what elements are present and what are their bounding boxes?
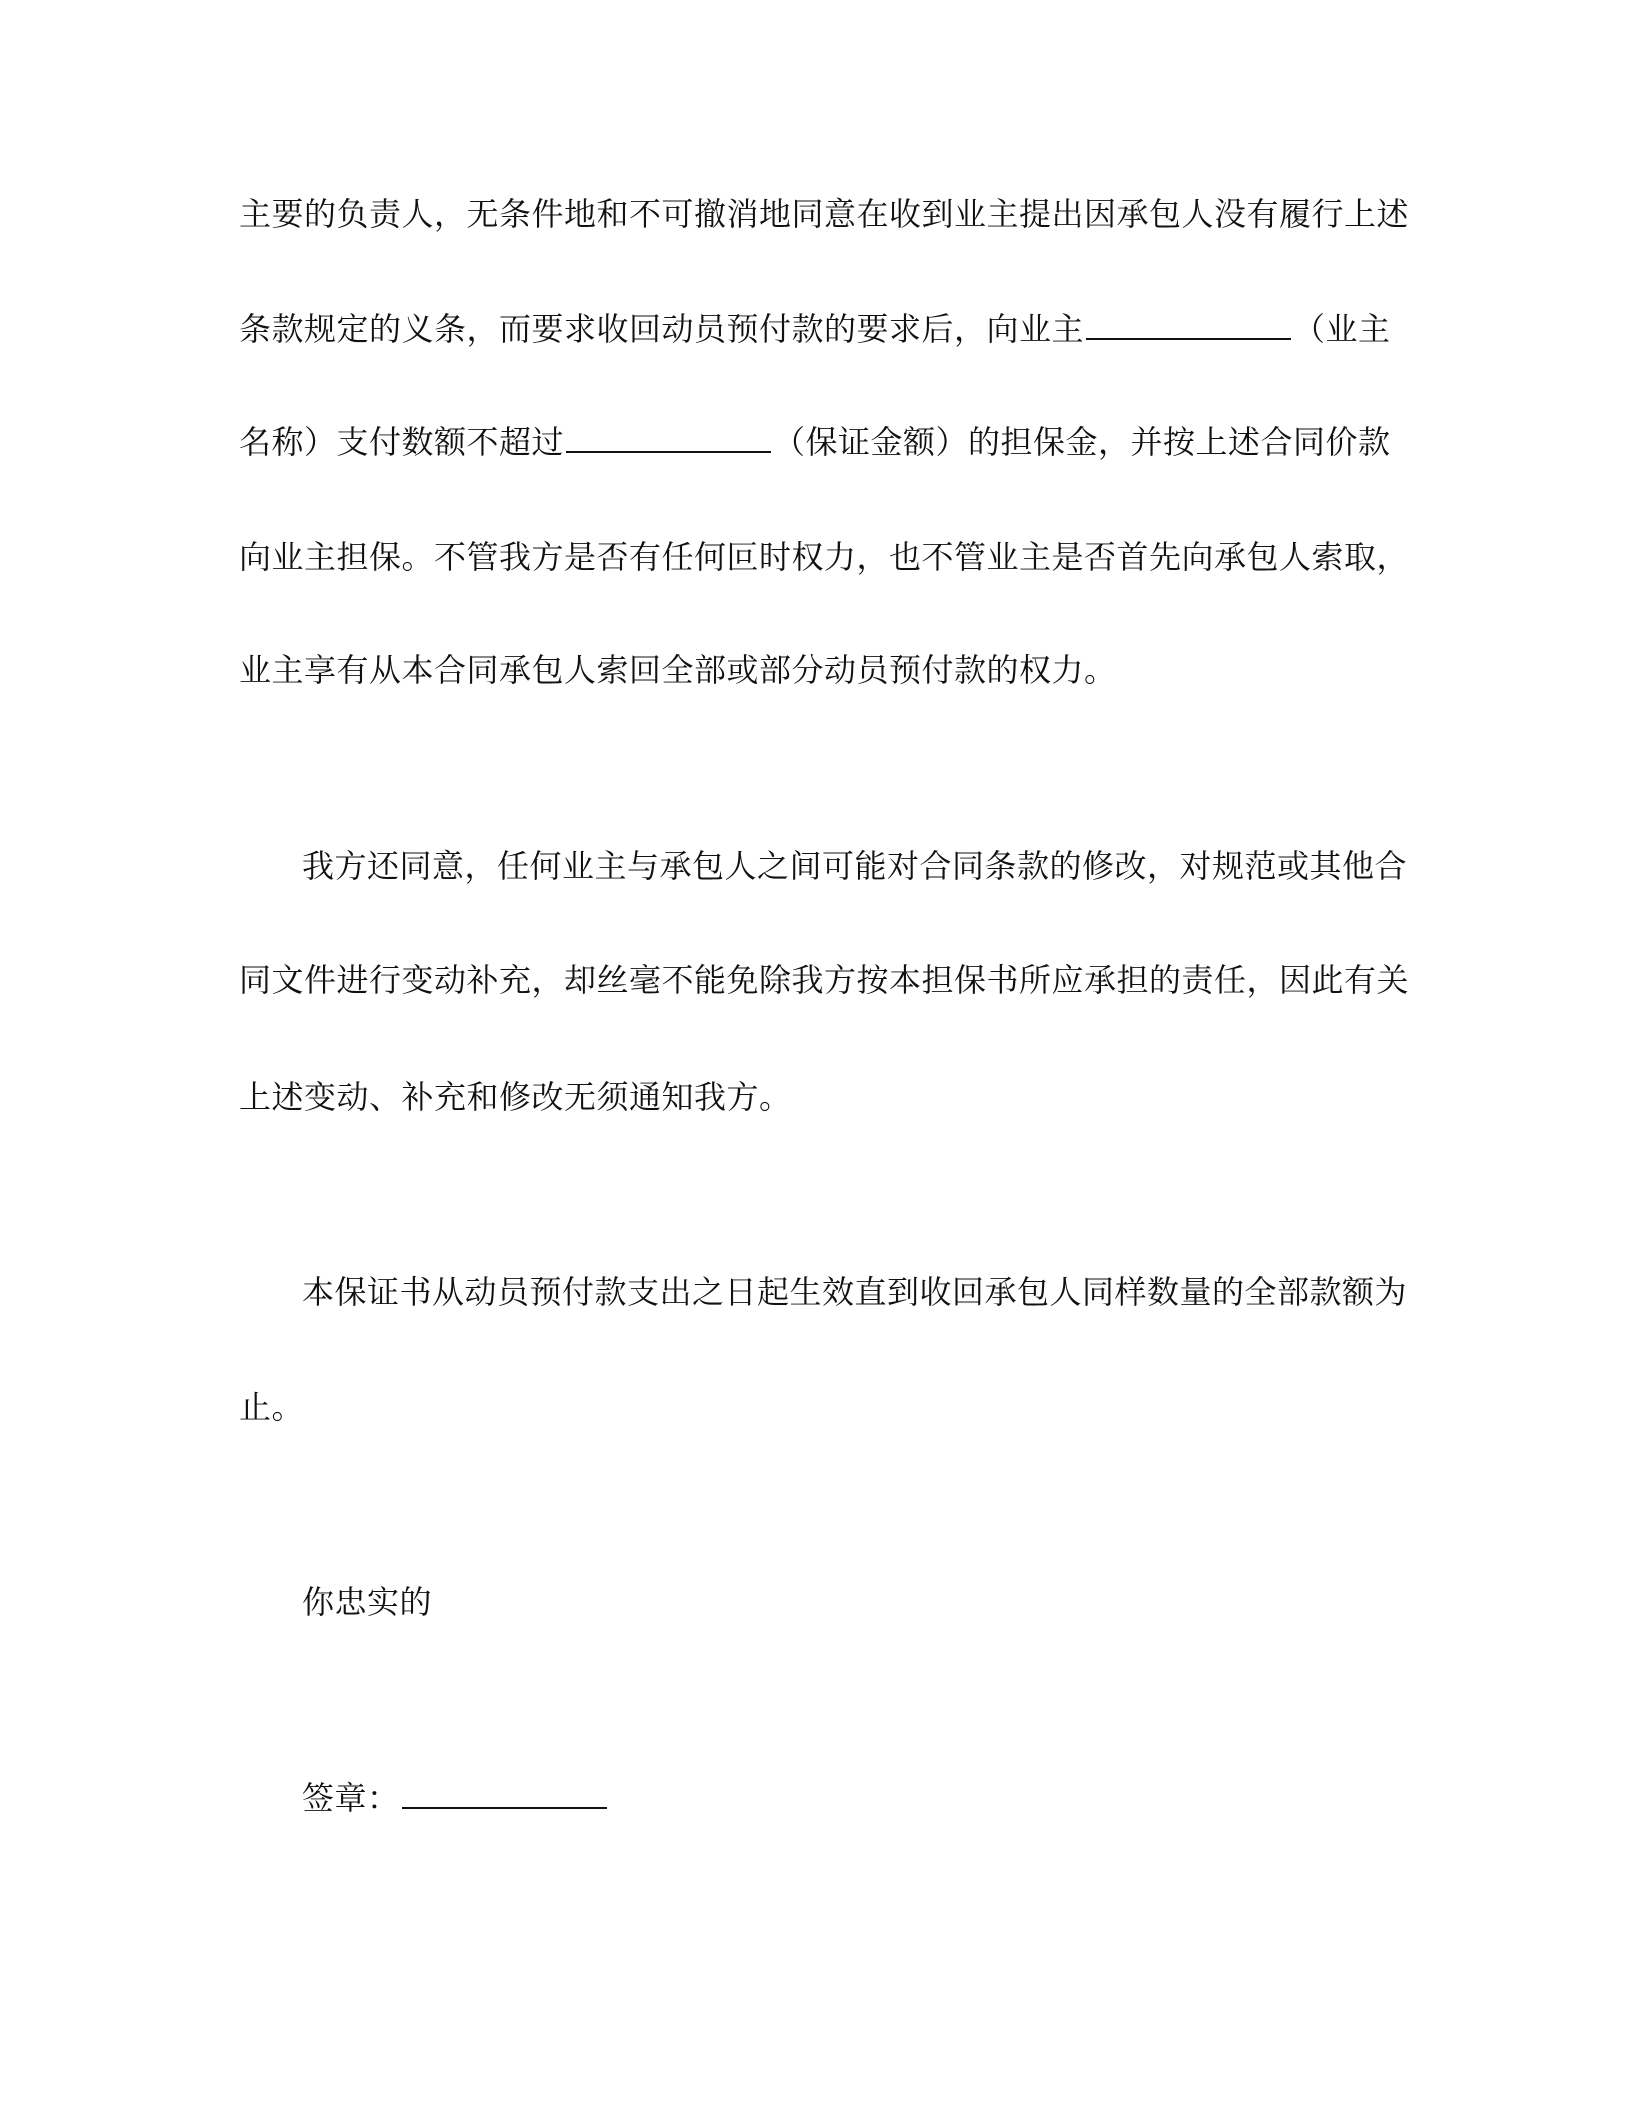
paragraph-1-line-5: 业主享有从本合同承包人索回全部或部分动员预付款的权力。 <box>239 651 1117 689</box>
paragraph-1-line-3 <box>239 420 1391 464</box>
signature-line <box>302 1776 609 1820</box>
paragraph-1-line-2-text: 条款规定的义条，而要求收回动员预付款的要求后，向业主 <box>239 310 1085 348</box>
paragraph-2-line-1: 我方还同意，任何业主与承包人之间可能对合同条款的修改，对规范或其他合 <box>302 847 1408 885</box>
paragraph-2-line-3: 上述变动、补充和修改无须通知我方。 <box>239 1078 792 1116</box>
signature-blank-field <box>402 1777 607 1809</box>
paragraph-1-line-3-suffix: （保证金额）的担保金，并按上述合同价款 <box>773 423 1391 461</box>
paragraph-3-line-2: 止。 <box>239 1388 305 1426</box>
owner-blank-field <box>1086 308 1291 340</box>
paragraph-1-line-2-suffix: （业主 <box>1293 310 1391 348</box>
signature-label: 签章： <box>302 1779 400 1817</box>
amount-blank-field <box>566 421 771 453</box>
paragraph-1-line-4: 向业主担保。不管我方是否有任何叵时权力，也不管业主是否首先向承包人索取， <box>239 538 1410 576</box>
closing-text: 你忠实的 <box>302 1583 433 1621</box>
paragraph-2-line-2: 同文件进行变动补充，却丝毫不能免除我方按本担保书所应承担的责任，因此有关 <box>239 961 1410 999</box>
paragraph-1-line-1: 主要的负责人，无条件地和不可撤消地同意在收到业主提出因承包人没有履行上述 <box>239 195 1410 233</box>
paragraph-3-line-1: 本保证书从动员预付款支出之日起生效直到收回承包人同样数量的全部款额为 <box>302 1273 1408 1311</box>
paragraph-1-line-3-text: 名称）支付数额不超过 <box>239 423 565 461</box>
paragraph-1-line-2 <box>239 307 1391 351</box>
